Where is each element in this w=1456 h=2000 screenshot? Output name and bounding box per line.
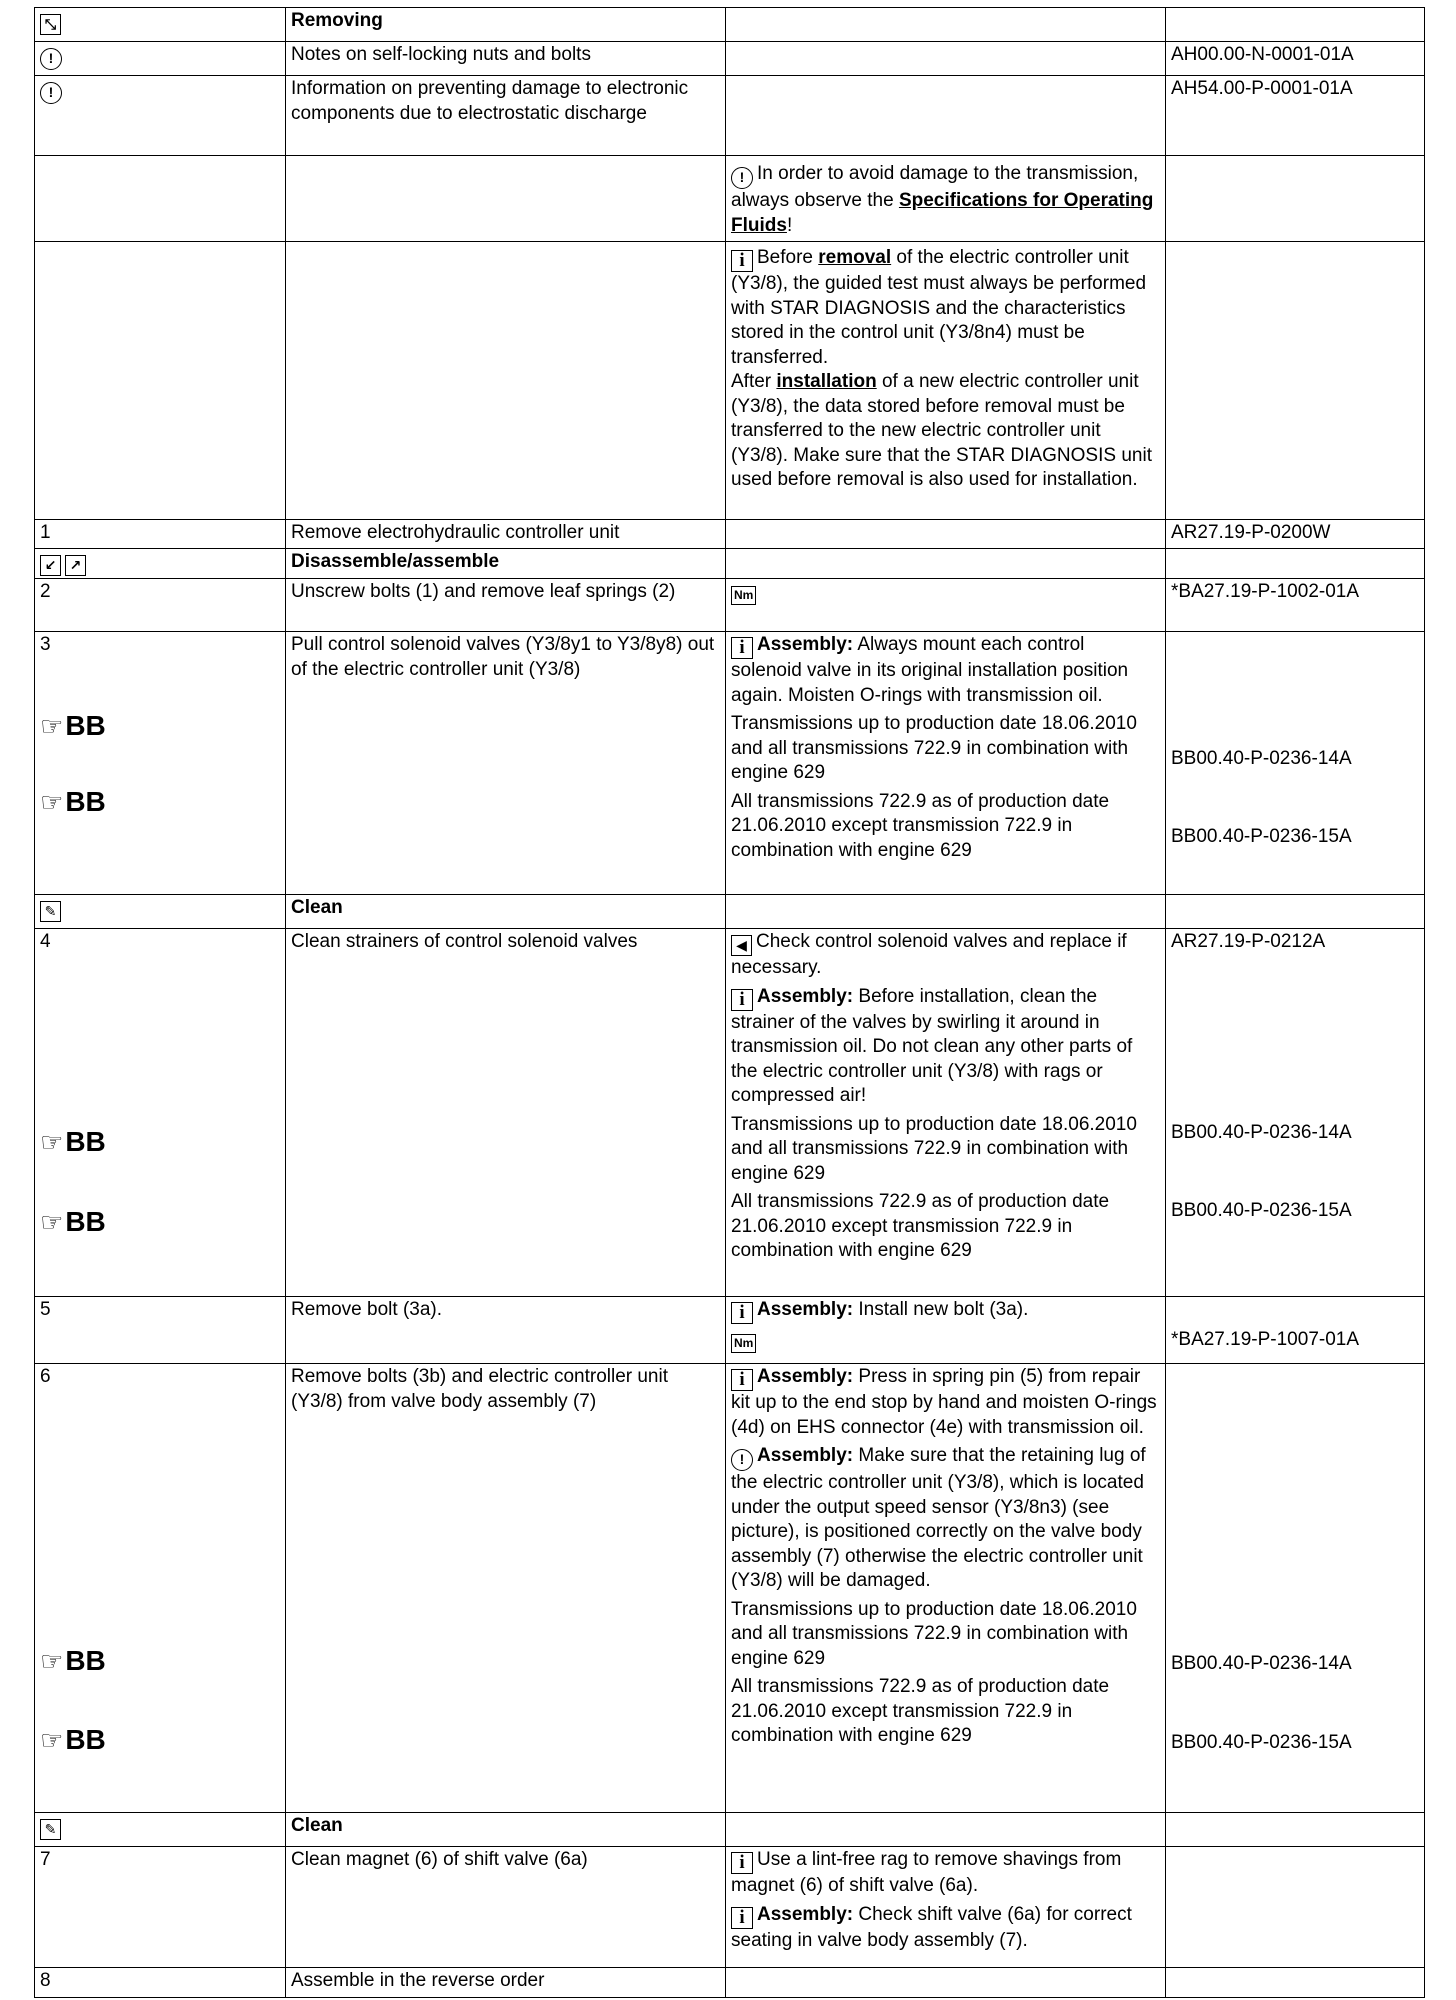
warning-notice-icon: ! (40, 82, 62, 104)
disassemble-icon: ↙ (40, 555, 61, 576)
condition-note: All transmissions 722.9 as of production date 21.06.2010 except transmission 722.9 in combination with engine 629 (731, 1676, 1110, 1746)
assembly-label: Assembly: (757, 1445, 854, 1466)
installation-note-after: After (731, 371, 772, 392)
step-number: 1 (35, 520, 286, 549)
table-row (35, 8, 1425, 42)
table-row (35, 520, 1425, 549)
pointing-hand-icon: ☞ (40, 1645, 64, 1676)
step-ref[interactable]: *BA27.19-P-1007-01A (1171, 1329, 1360, 1350)
table-row (35, 42, 1425, 76)
assembly-label: Assembly: (757, 634, 854, 655)
assembly-text: Install new bolt (3a). (858, 1299, 1029, 1320)
step-text: Remove bolt (3a). (286, 1297, 726, 1364)
table-row (35, 549, 1425, 579)
table-row (35, 929, 1425, 1297)
bb-ref[interactable]: BB00.40-P-0236-14A (1171, 1653, 1352, 1674)
warning-notice-icon: ! (40, 48, 62, 70)
assembly-text: Make sure that the retaining lug of the electric controller unit (Y3/8), which is located under the output speed sensor (Y3/8n3) (see picture), is positioned correctly on the valve body assembly (7) otherwise the electric controller unit (Y3/8) will be damaged. (731, 1445, 1146, 1591)
condition-note: Transmissions up to production date 18.06.2010 and all transmissions 722.9 in combination with engine 629 (731, 1113, 1137, 1184)
condition-note: All transmissions 722.9 as of production date 21.06.2010 except transmission 722.9 in combination with engine 629 (731, 1191, 1110, 1261)
step-ref[interactable]: AR27.19-P-0200W (1166, 520, 1425, 549)
installation-note-body: of a new electric controller unit (Y3/8), the data stored before removal must be transferred to the new electric controller unit (Y3/8). Make sure that the STAR DIAGNOSIS unit used before removal is also used for installation. (731, 371, 1152, 490)
info-icon: i (731, 1852, 753, 1874)
clean-icon: ✎ (40, 1819, 61, 1840)
pointing-hand-icon: ☞ (40, 1126, 64, 1157)
bb-label: BB (65, 709, 106, 741)
bb-ref[interactable]: BB00.40-P-0236-15A (1171, 1731, 1352, 1753)
notes-nuts-ref[interactable]: AH00.00-N-0001-01A (1166, 42, 1425, 76)
bb-label: BB (65, 1205, 106, 1237)
bb-label: BB (65, 1723, 106, 1755)
pointing-hand-icon: ☞ (40, 1724, 64, 1755)
step-text: Pull control solenoid valves (Y3/8y1 to Y3/8y8) out of the electric controller unit (Y3/8) (286, 632, 726, 895)
step-text: Assemble in the reverse order (286, 1968, 726, 1998)
step-number: 7 (35, 1847, 286, 1968)
bb-ref[interactable]: BB00.40-P-0236-14A (1171, 748, 1352, 769)
section-heading-removing: Removing (286, 8, 726, 42)
table-row (35, 895, 1425, 929)
table-row (35, 1297, 1425, 1364)
removing-icon-cell (35, 8, 286, 42)
pointing-hand-icon: ☞ (40, 786, 64, 817)
bb-ref[interactable]: BB00.40-P-0236-14A (1171, 1121, 1352, 1143)
bb-reference-link[interactable] (40, 1724, 280, 1756)
bb-ref[interactable]: BB00.40-P-0236-15A (1171, 825, 1352, 847)
note-text: Use a lint-free rag to remove shavings from magnet (6) of shift valve (6a). (731, 1849, 1122, 1896)
assembly-label: Assembly: (757, 1366, 854, 1387)
table-row (35, 579, 1425, 632)
pointing-hand-icon: ☞ (40, 1206, 64, 1237)
info-icon: i (731, 1369, 753, 1391)
operating-fluids-link[interactable]: Specifications for Operating Fluids (731, 190, 1154, 236)
table-row (35, 1364, 1425, 1813)
info-icon: i (731, 250, 753, 272)
check-text: Check control solenoid valves and replace if necessary. (731, 931, 1127, 978)
assembly-text: Always mount each control solenoid valve in its original installation position again. Moisten O-rings with transmission oil. (731, 634, 1129, 706)
step-number: 6 (40, 1366, 51, 1387)
assembly-text: Before installation, clean the strainer of the valves by swirling it around in transmission oil. Do not clean any other parts of the electric controller unit (Y3/8) with rags or compressed air! (731, 985, 1133, 1106)
bb-reference-link[interactable] (40, 710, 280, 742)
step-number: 5 (35, 1297, 286, 1364)
step-number: 4 (40, 931, 51, 952)
table-row (35, 156, 1425, 242)
bb-label: BB (65, 1125, 106, 1157)
removal-note-before: Before (757, 247, 813, 268)
esd-ref[interactable]: AH54.00-P-0001-01A (1166, 76, 1425, 156)
assemble-icon: ↗ (65, 555, 86, 576)
info-icon: i (731, 989, 753, 1011)
step-ref[interactable]: *BA27.19-P-1002-01A (1166, 579, 1425, 632)
condition-note: Transmissions up to production date 18.06.2010 and all transmissions 722.9 in combination with engine 629 (731, 713, 1137, 783)
assembly-label: Assembly: (757, 1903, 854, 1925)
step-number: 2 (35, 579, 286, 632)
section-heading-disassemble: Disassemble/assemble (286, 549, 726, 579)
step-text: Remove electrohydraulic controller unit (286, 520, 726, 549)
bb-label: BB (65, 1644, 106, 1676)
bb-reference-link[interactable] (40, 1206, 280, 1238)
remove-expand-icon: ⤡ (40, 14, 61, 35)
step-number: 8 (35, 1968, 286, 1998)
pointing-hand-icon: ☞ (40, 710, 64, 741)
procedure-table (34, 7, 1425, 1998)
table-row (35, 242, 1425, 520)
assembly-label: Assembly: (757, 1299, 854, 1320)
bb-reference-link[interactable] (40, 1645, 280, 1677)
esd-text: Information on preventing damage to electronic components due to electrostatic discharge (286, 76, 726, 156)
installation-link[interactable]: installation (776, 371, 877, 392)
fluids-note-text: In order to avoid damage to the transmission, always observe the (731, 163, 1139, 211)
torque-nm-icon[interactable]: Nm (731, 586, 756, 605)
step-number: 3 (40, 634, 51, 655)
condition-note: Transmissions up to production date 18.06.2010 and all transmissions 722.9 in combination with engine 629 (731, 1598, 1137, 1669)
step-text: Clean strainers of control solenoid valves (286, 929, 726, 1297)
assembly-text: Check shift valve (6a) for correct seating in valve body assembly (7). (731, 1903, 1132, 1951)
table-row (35, 1968, 1425, 1998)
step-text: Remove bolts (3b) and electric controller unit (Y3/8) from valve body assembly (7) (286, 1364, 726, 1813)
table-row (35, 76, 1425, 156)
section-heading-clean: Clean (286, 1813, 726, 1847)
damage-warning-icon: ! (731, 1449, 753, 1471)
assembly-label: Assembly: (757, 985, 854, 1007)
condition-note: All transmissions 722.9 as of production date 21.06.2010 except transmission 722.9 in combination with engine 629 (731, 790, 1110, 861)
table-row (35, 1813, 1425, 1847)
step-text: Unscrew bolts (1) and remove leaf springs (2) (286, 579, 726, 632)
bb-reference-link[interactable] (40, 1126, 280, 1158)
bb-reference-link[interactable] (40, 786, 280, 818)
check-triangle-icon: ◀ (731, 935, 752, 956)
bb-label: BB (65, 785, 106, 817)
table-row (35, 632, 1425, 895)
fluids-suffix: ! (786, 214, 793, 236)
section-heading-clean: Clean (286, 895, 726, 929)
damage-warning-icon: ! (731, 167, 753, 189)
assembly-text: Press in spring pin (5) from repair kit up to the end stop by hand and moisten O-rings (4d) on EHS connector (4e) with transmission oil. (731, 1366, 1157, 1438)
info-icon: i (731, 1302, 753, 1324)
torque-nm-icon[interactable]: Nm (731, 1334, 756, 1353)
check-ref[interactable]: AR27.19-P-0212A (1171, 931, 1326, 952)
notes-nuts-text: Notes on self-locking nuts and bolts (286, 42, 726, 76)
bb-ref[interactable]: BB00.40-P-0236-15A (1171, 1200, 1352, 1221)
step-text: Clean magnet (6) of shift valve (6a) (286, 1847, 726, 1968)
removal-link[interactable]: removal (818, 247, 892, 268)
info-icon: i (731, 1907, 753, 1929)
info-icon: i (731, 637, 753, 659)
removal-note-body: of the electric controller unit (Y3/8), the guided test must always be performed with STAR DIAGNOSIS and the characteristics stored in the control unit (Y3/8n4) must be transferred. (731, 247, 1147, 368)
table-row (35, 1847, 1425, 1968)
clean-icon: ✎ (40, 901, 61, 922)
